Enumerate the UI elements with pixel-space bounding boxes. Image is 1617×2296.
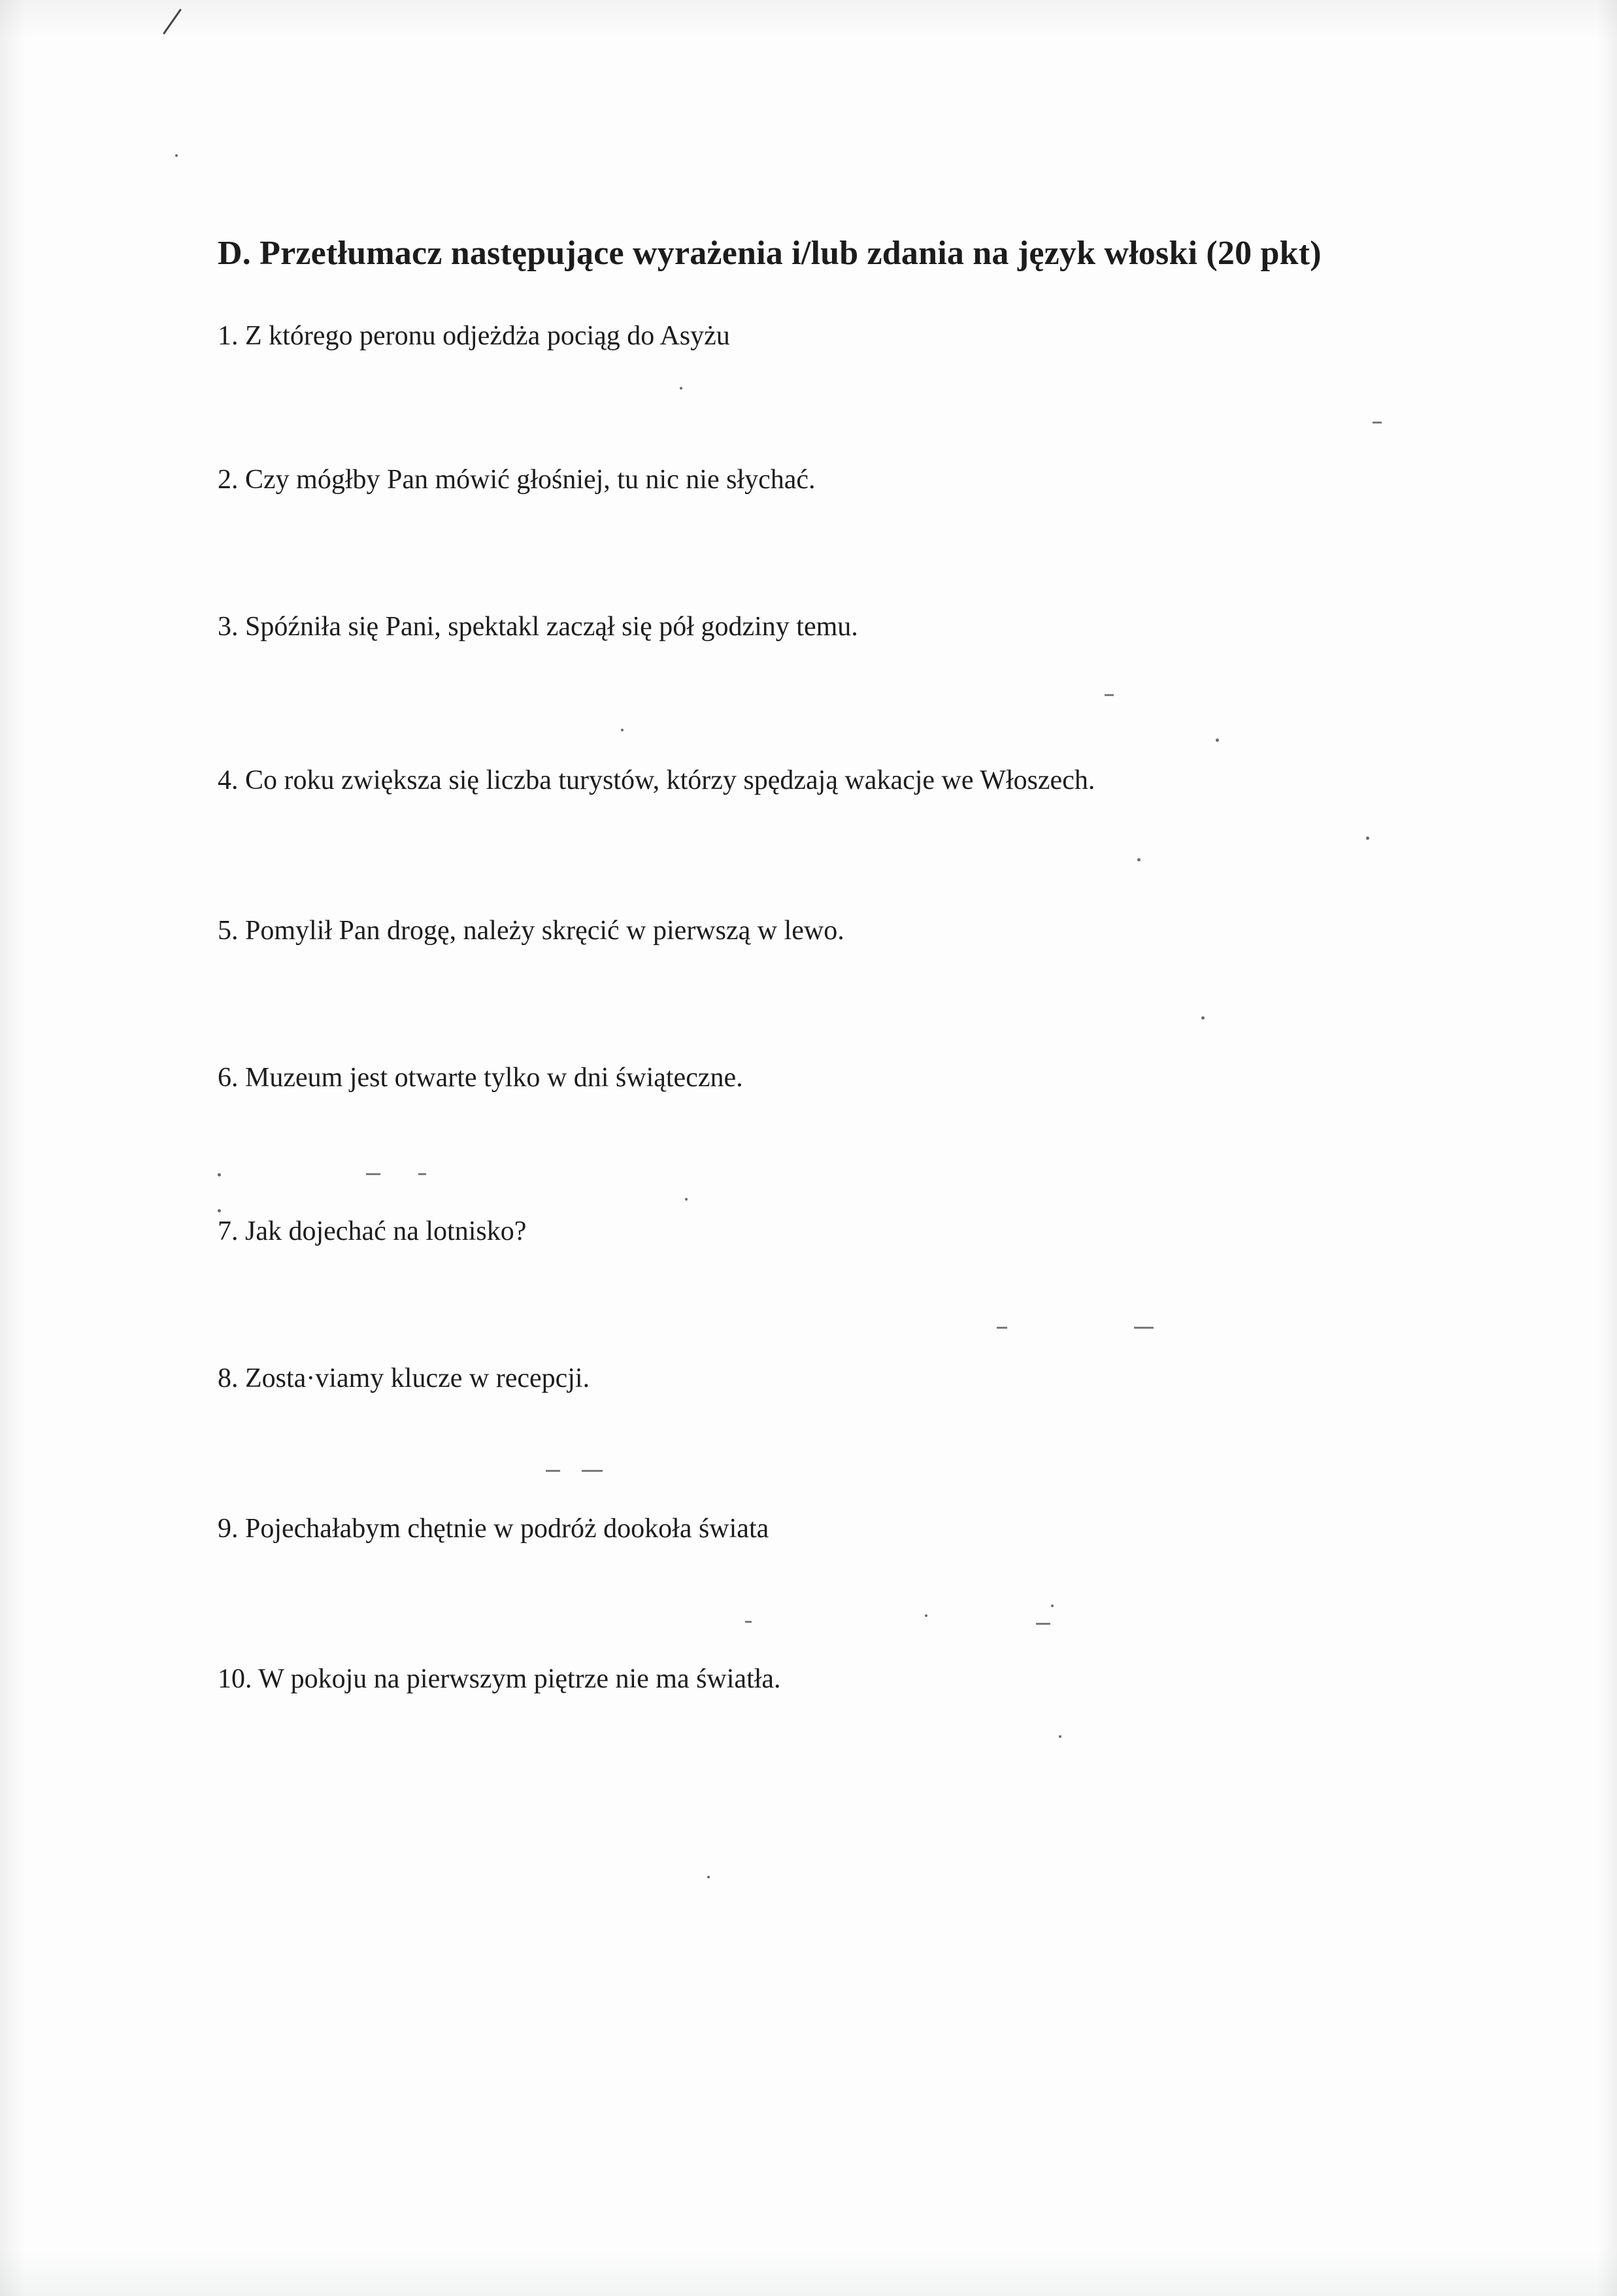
scan-speck: [175, 154, 178, 157]
scan-dash: [546, 1470, 560, 1472]
scan-edge-shadow-left: [0, 0, 26, 2296]
scan-speck: [621, 729, 624, 731]
scan-speck: [680, 387, 682, 390]
scan-speck: [218, 1173, 221, 1176]
scan-speck: [218, 1209, 221, 1212]
scan-edge-shadow-right: [1597, 0, 1617, 2296]
scan-dash: [1373, 422, 1382, 424]
scan-edge-shadow-bottom: [0, 2250, 1617, 2296]
list-item: 3. Spóźniła się Pani, spektakl zaczął się pół godziny temu.: [218, 612, 858, 642]
list-item: 4. Co roku zwiększa się liczba turystów, którzy spędzają wakacje we Włoszech.: [218, 765, 1095, 795]
scan-dash: [1134, 1327, 1154, 1329]
list-item: 1. Z którego peronu odjeżdża pociąg do Asyżu: [218, 321, 730, 351]
scan-speck: [685, 1198, 688, 1201]
scan-dash: [1036, 1623, 1050, 1625]
scan-dash: [582, 1470, 603, 1472]
list-item: 6. Muzeum jest otwarte tylko w dni świąteczne.: [218, 1063, 743, 1093]
scan-speck: [1216, 739, 1219, 742]
list-item: 8. Zosta·viamy klucze w recepcji.: [218, 1363, 590, 1393]
list-item: 10. W pokoju na pierwszym piętrze nie ma światła.: [218, 1664, 781, 1694]
scan-dash: [1105, 694, 1114, 696]
scan-speck: [925, 1614, 927, 1617]
list-item: 7. Jak dojechać na lotnisko?: [218, 1216, 527, 1246]
scan-dash: [997, 1327, 1007, 1329]
list-item: 5. Pomylił Pan drogę, należy skręcić w pierwszą w lewo.: [218, 916, 844, 946]
scan-dash: [418, 1173, 426, 1175]
scan-speck: [707, 1876, 710, 1878]
scan-speck: [1366, 837, 1369, 840]
list-item: 2. Czy mógłby Pan mówić głośniej, tu nic nie słychać.: [218, 465, 816, 495]
scan-edge-shadow-top: [0, 0, 1617, 39]
scan-speck: [1051, 1605, 1054, 1607]
scan-speck: [1201, 1016, 1205, 1020]
scan-dash: [745, 1621, 752, 1623]
scan-speck: [1059, 1735, 1061, 1738]
scan-speck: [1137, 858, 1141, 861]
scan-dash: [366, 1173, 380, 1175]
page-title: D. Przetłumacz następujące wyrażenia i/lub zdania na język włoski (20 pkt): [218, 235, 1322, 272]
list-item: 9. Pojechałabym chętnie w podróż dookoła świata: [218, 1514, 769, 1544]
